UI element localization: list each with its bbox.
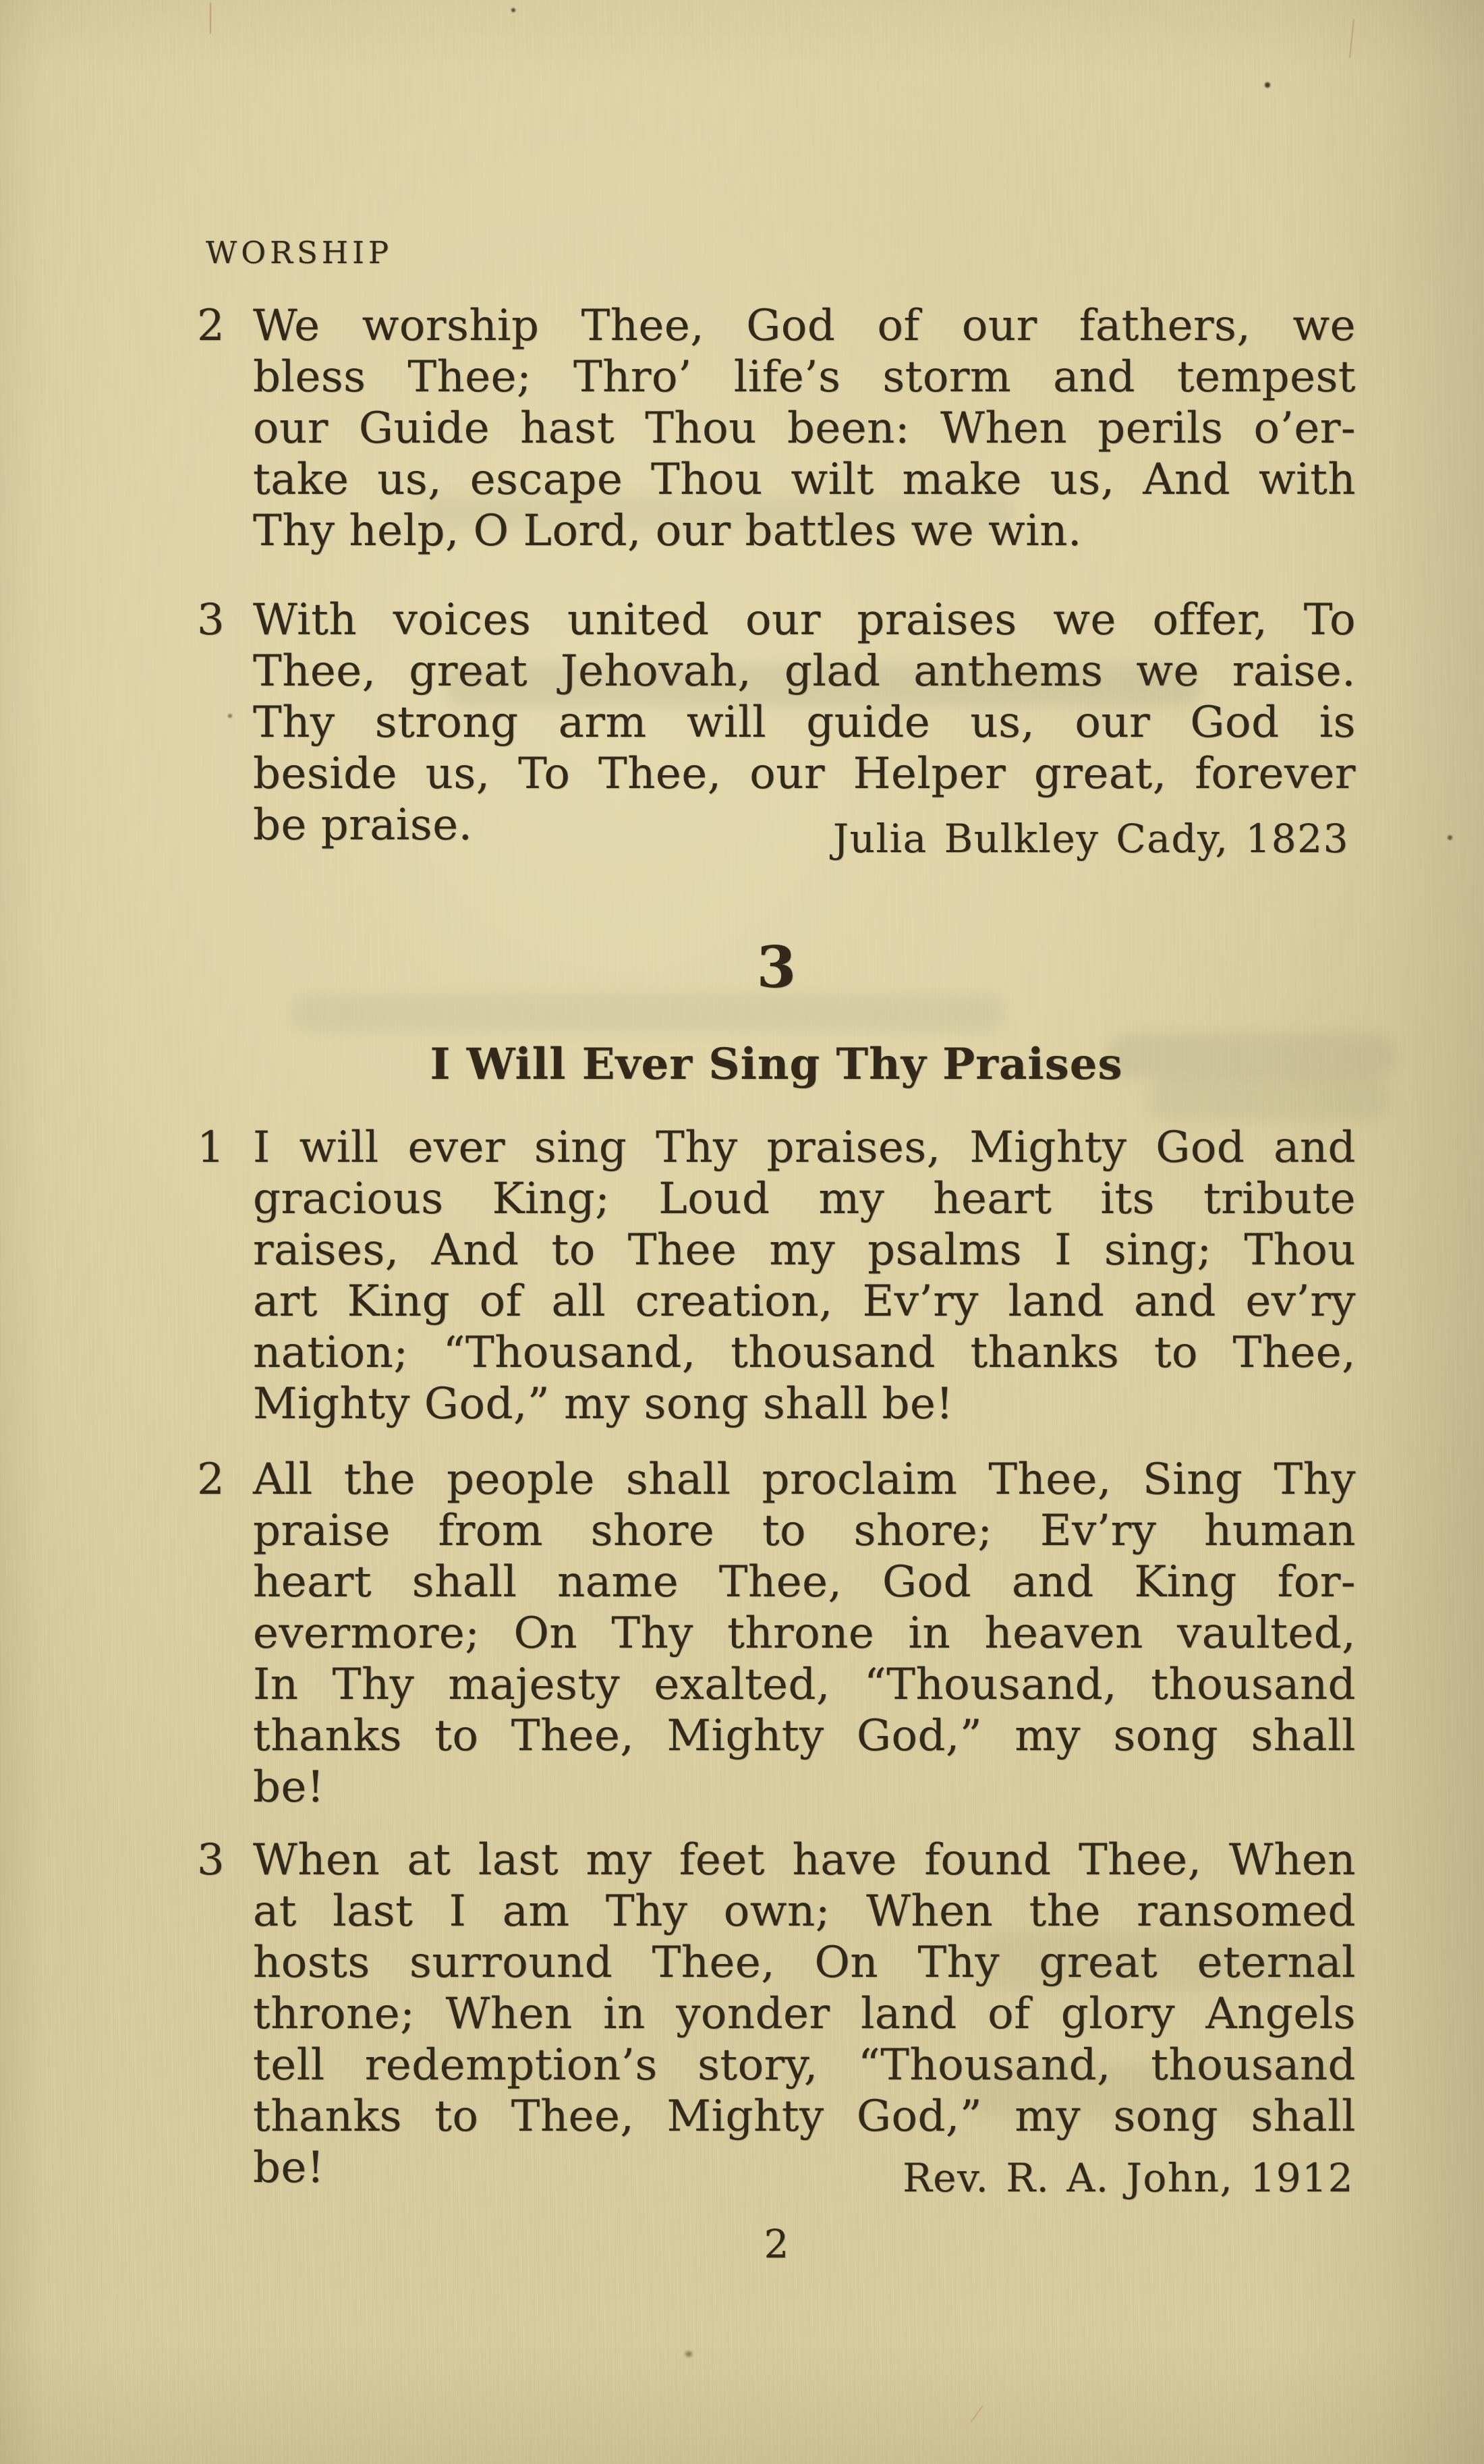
verse-line: be praise.	[253, 800, 473, 850]
verse-number: 3	[197, 1835, 225, 1885]
verse-line: evermore; On Thy throne in heaven vaulted,	[253, 1608, 1356, 1658]
verse-line: throne; When in yonder land of glory Angels	[253, 1989, 1356, 2039]
verse-paragraph	[197, 594, 1356, 851]
verse-line: nation; “Thousand, thousand thanks to Thee,	[253, 1328, 1356, 1378]
verse-line: at last I am Thy own; When the ransomed	[253, 1886, 1356, 1936]
paper-fiber	[210, 3, 211, 34]
verse-paragraph	[197, 1454, 1356, 1813]
verse-line: 1 I will ever sing Thy praises, Mighty God and	[197, 1123, 1356, 1173]
verse-line: heart shall name Thee, God and King for-	[253, 1557, 1356, 1607]
verse-line: 3 When at last my feet have found Thee, When	[197, 1835, 1356, 1885]
verse-line: thanks to Thee, Mighty God,” my song shall	[253, 1711, 1356, 1761]
verse-number: 2	[197, 301, 225, 351]
paper-speck	[1265, 82, 1270, 88]
verse-line: 2 All the people shall proclaim Thee, Sing Thy	[197, 1455, 1356, 1505]
verse-line: gracious King; Loud my heart its tribute	[253, 1174, 1356, 1224]
verse-paragraph	[197, 1122, 1356, 1430]
verse-number: 3	[197, 595, 225, 645]
paper-speck	[1448, 835, 1452, 840]
verse-line: beside us, To Thee, our Helper great, forever	[253, 749, 1356, 799]
verse-line: raises, And to Thee my psalms I sing; Thou	[253, 1225, 1356, 1275]
verse-line: be!	[253, 2143, 325, 2193]
verse-line: take us, escape Thou wilt make us, And with	[253, 455, 1356, 505]
verse-line: Mighty God,” my song shall be!	[253, 1379, 954, 1429]
author-attribution: Rev. R. A. John, 1912	[903, 2155, 1354, 2201]
verse-number: 1	[197, 1123, 225, 1173]
verse-line: our Guide hast Thou been: When perils o’er-	[253, 403, 1356, 453]
paper-speck	[511, 8, 515, 12]
hymn-title: I Will Ever Sing Thy Praises	[430, 1039, 1123, 1090]
verse-line: bless Thee; Thro’ life’s storm and tempest	[253, 352, 1356, 402]
paper-fiber	[1349, 19, 1354, 58]
verse-line: 3 With voices united our praises we offer, To	[197, 595, 1356, 645]
page-number: 2	[764, 2221, 789, 2267]
verse-line: art King of all creation, Ev’ry land and ev’ry	[253, 1277, 1356, 1326]
paper-fiber	[971, 2405, 983, 2423]
running-head: WORSHIP	[206, 235, 393, 271]
verse-line: tell redemption’s story, “Thousand, thousand	[253, 2040, 1356, 2090]
verse-line: thanks to Thee, Mighty God,” my song shall	[253, 2092, 1356, 2141]
verse-paragraph	[197, 300, 1356, 557]
verse-line: praise from shore to shore; Ev’ry human	[253, 1506, 1356, 1556]
verse-number: 2	[197, 1455, 225, 1505]
verse-line: be!	[253, 1762, 325, 1812]
verse-line: In Thy majesty exalted, “Thousand, thousand	[253, 1660, 1356, 1710]
verse-paragraph	[197, 1835, 1356, 2193]
verse-line: Thee, great Jehovah, glad anthems we raise.	[253, 646, 1356, 696]
author-attribution: Julia Bulkley Cady, 1823	[832, 816, 1349, 862]
verse-line: hosts surround Thee, On Thy great eternal	[253, 1938, 1356, 1988]
paper-speck	[685, 2351, 692, 2357]
verse-line: Thy help, O Lord, our battles we win.	[253, 506, 1082, 556]
show-through-smudge	[290, 993, 1005, 1032]
hymn-number: 3	[756, 934, 797, 1001]
verse-line: 2 We worship Thee, God of our fathers, we	[197, 301, 1356, 351]
verse-line: Thy strong arm will guide us, our God is	[253, 698, 1356, 748]
